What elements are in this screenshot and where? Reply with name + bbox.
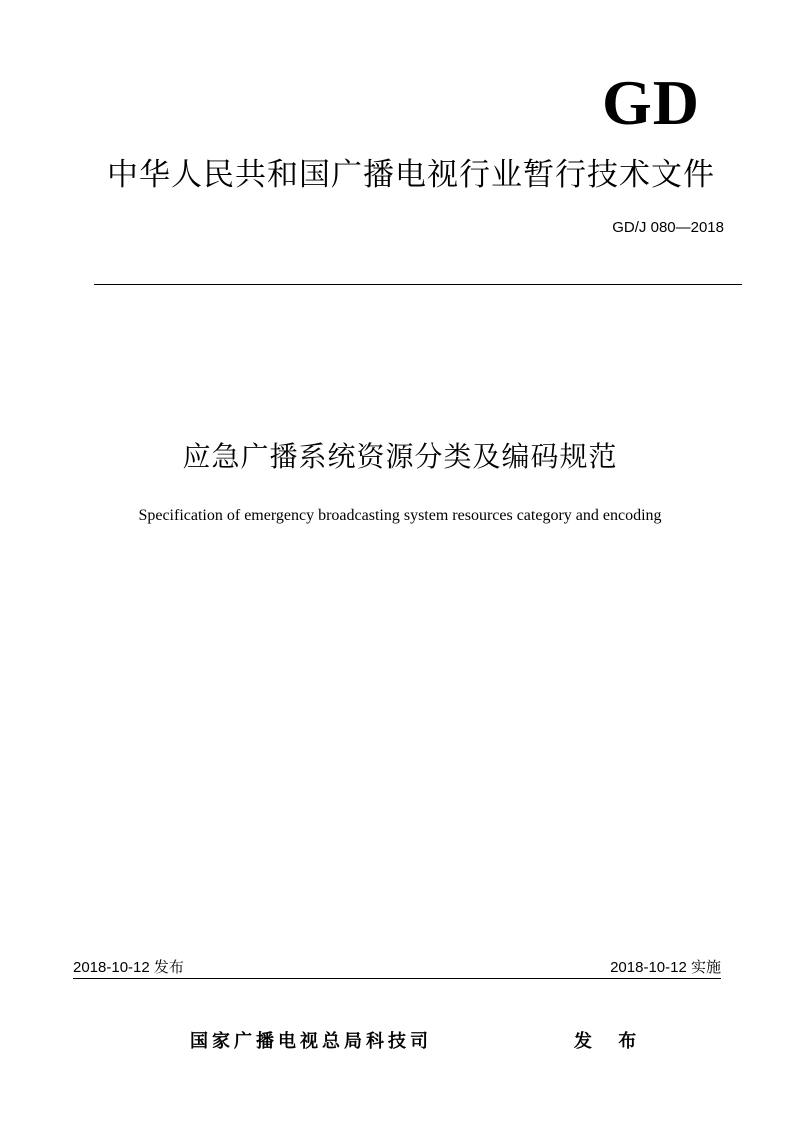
gd-logo: GD: [602, 67, 700, 138]
document-title-chinese: 应急广播系统资源分类及编码规范: [182, 440, 618, 473]
issue-date: 2018-10-12 发布: [73, 959, 184, 976]
implementation-date: 2018-10-12 实施: [610, 959, 721, 976]
date-row: [73, 958, 721, 979]
document-number: GD/J 080—2018: [612, 219, 724, 236]
document-title-english: Specification of emergency broadcasting system resources category and encoding: [138, 507, 662, 524]
issuing-authority: 国家广播电视总局科技司: [190, 1031, 432, 1052]
document-type-heading: 中华人民共和国广播电视行业暂行技术文件: [107, 157, 715, 193]
issue-label: 发 布: [574, 1031, 647, 1052]
header-divider: [94, 284, 742, 285]
